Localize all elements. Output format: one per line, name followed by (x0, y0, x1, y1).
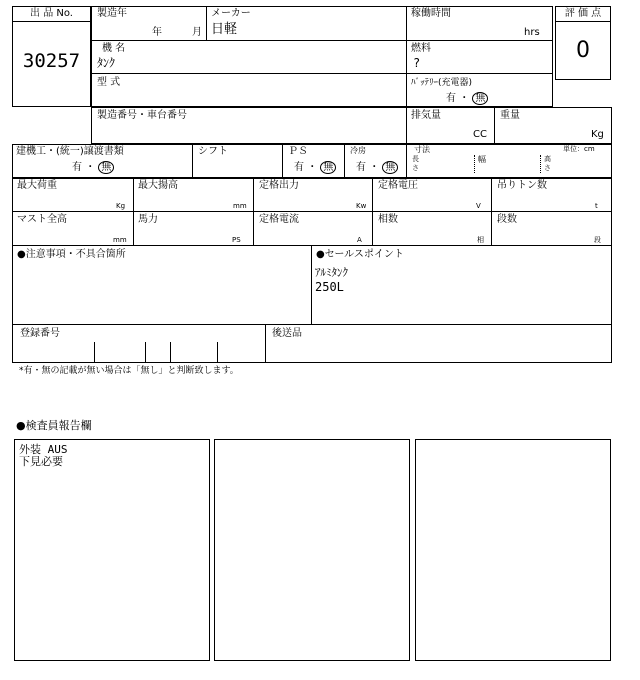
cert-yes: 有 (72, 162, 82, 173)
sales-line-2: 250L (315, 280, 344, 294)
type-label: 型 式 (97, 77, 121, 88)
hoist-unit: t (595, 202, 598, 210)
divider (344, 144, 345, 178)
year-unit: 年 (152, 27, 162, 38)
displacement-label: 排気量 (411, 110, 441, 121)
battery-label: ﾊﾞｯﾃﾘｰ(充電器) (411, 78, 473, 88)
registration-label: 登録番号 (20, 328, 60, 339)
divider (170, 342, 171, 363)
divider (91, 40, 553, 41)
rating-label: 評 価 点 (564, 8, 602, 19)
inspector-box-1-line-2: 下見必要 (19, 455, 63, 468)
footnote: *有・無の記載が無い場合は「無し」と判断致します。 (19, 366, 239, 376)
divider (494, 107, 495, 144)
stage-label: 段数 (497, 214, 517, 225)
max-lift-unit: mm (233, 202, 247, 210)
rated-output-unit: Kw (356, 202, 367, 210)
battery-no-circled: 無 (472, 92, 488, 105)
row5 (12, 211, 612, 246)
fuel-value: ? (413, 56, 421, 70)
lot-header-label: 出 品 No. (30, 8, 73, 19)
hoist-label: 吊りトン数 (497, 180, 547, 191)
caution-label: ●注意事項・不具合箇所 (17, 249, 126, 260)
model-name-value: ﾀﾝｸ (97, 56, 116, 70)
divider (265, 324, 266, 363)
maker-label: メーカー (211, 8, 251, 19)
divider (145, 342, 146, 363)
cooling-yes: 有 (356, 162, 366, 173)
serial-label: 製造番号・車台番号 (97, 110, 187, 121)
sales-label: ●セールスポイント (316, 249, 404, 260)
mast-unit: mm (113, 236, 127, 244)
displacement-unit: CC (473, 129, 487, 140)
weight-label: 重量 (500, 110, 520, 121)
divider (282, 144, 283, 178)
ps-options (294, 161, 336, 174)
hours-label: 稼働時間 (411, 8, 451, 19)
rated-current-unit: A (357, 236, 362, 244)
hours-unit: hrs (524, 27, 540, 38)
month-unit: 月 (192, 27, 202, 38)
divider (206, 6, 207, 40)
battery-yes: 有 (446, 93, 456, 104)
ps-no-circled: 無 (320, 161, 336, 174)
max-load-unit: Kg (116, 202, 126, 210)
inspector-box-1 (14, 439, 210, 661)
rated-output-label: 定格出力 (259, 180, 299, 191)
ps-dot: ・ (307, 162, 318, 173)
divider (406, 6, 407, 107)
divider (91, 73, 553, 74)
ps-yes: 有 (294, 162, 304, 173)
manufacture-year-label: 製造年 (97, 8, 127, 19)
cert-label: 建機工・(統一)譲渡書類 (16, 146, 124, 157)
divider (406, 107, 407, 144)
lot-number: 30257 (22, 50, 81, 72)
dim-label: 寸法 (414, 145, 430, 154)
rated-current-label: 定格電流 (259, 214, 299, 225)
cooling-options (356, 161, 398, 174)
length-label-1: 長 (412, 155, 419, 163)
inspector-title: ●検査員報告欄 (16, 419, 92, 432)
cooling-dot: ・ (369, 162, 380, 173)
cert-no-circled: 無 (98, 161, 114, 174)
battery-dot: ・ (459, 93, 470, 104)
cert-dot: ・ (85, 162, 96, 173)
phase-unit: 相 (477, 236, 484, 244)
max-load-label: 最大荷重 (17, 180, 57, 191)
rating-value: 0 (576, 38, 590, 63)
cooling-no-circled: 無 (382, 161, 398, 174)
height-label-2: さ (544, 164, 551, 172)
mast-label: マスト全高 (17, 214, 67, 225)
inspector-box-3 (415, 439, 611, 661)
length-label-2: さ (412, 164, 419, 172)
height-label-1: 高 (544, 155, 551, 163)
lot-header-divider (12, 21, 91, 22)
hp-unit: PS (232, 236, 241, 244)
rated-voltage-label: 定格電圧 (378, 180, 418, 191)
divider (406, 144, 407, 178)
max-lift-label: 最大揚高 (138, 180, 178, 191)
cooling-label: 冷房 (350, 146, 366, 155)
later-items-label: 後送品 (272, 328, 302, 339)
registration-row (12, 324, 612, 363)
inspector-box-1-line-1: 外装 AUS (19, 443, 68, 456)
hp-label: 馬力 (138, 214, 158, 225)
divider (540, 155, 541, 173)
battery-options (446, 92, 488, 105)
divider (474, 155, 475, 173)
rated-voltage-unit: V (476, 202, 481, 210)
unit-note: 単位：cm (563, 145, 595, 153)
maker-value: 日軽 (211, 22, 238, 37)
shift-label: シフト (198, 146, 228, 157)
divider (555, 21, 611, 22)
divider (311, 245, 312, 325)
cert-options (72, 161, 114, 174)
divider (94, 342, 95, 363)
ps-label: ＰＳ (288, 146, 308, 157)
sales-line-1: ｱﾙﾐﾀﾝｸ (315, 266, 348, 279)
divider (192, 144, 193, 178)
weight-unit: Kg (591, 129, 604, 140)
inspector-box-2 (214, 439, 410, 661)
phase-label: 相数 (378, 214, 398, 225)
model-name-label: 機 名 (102, 43, 126, 54)
divider (217, 342, 218, 363)
fuel-label: 燃料 (411, 43, 431, 54)
width-label: 幅 (478, 155, 486, 164)
stage-unit: 段 (594, 236, 601, 244)
